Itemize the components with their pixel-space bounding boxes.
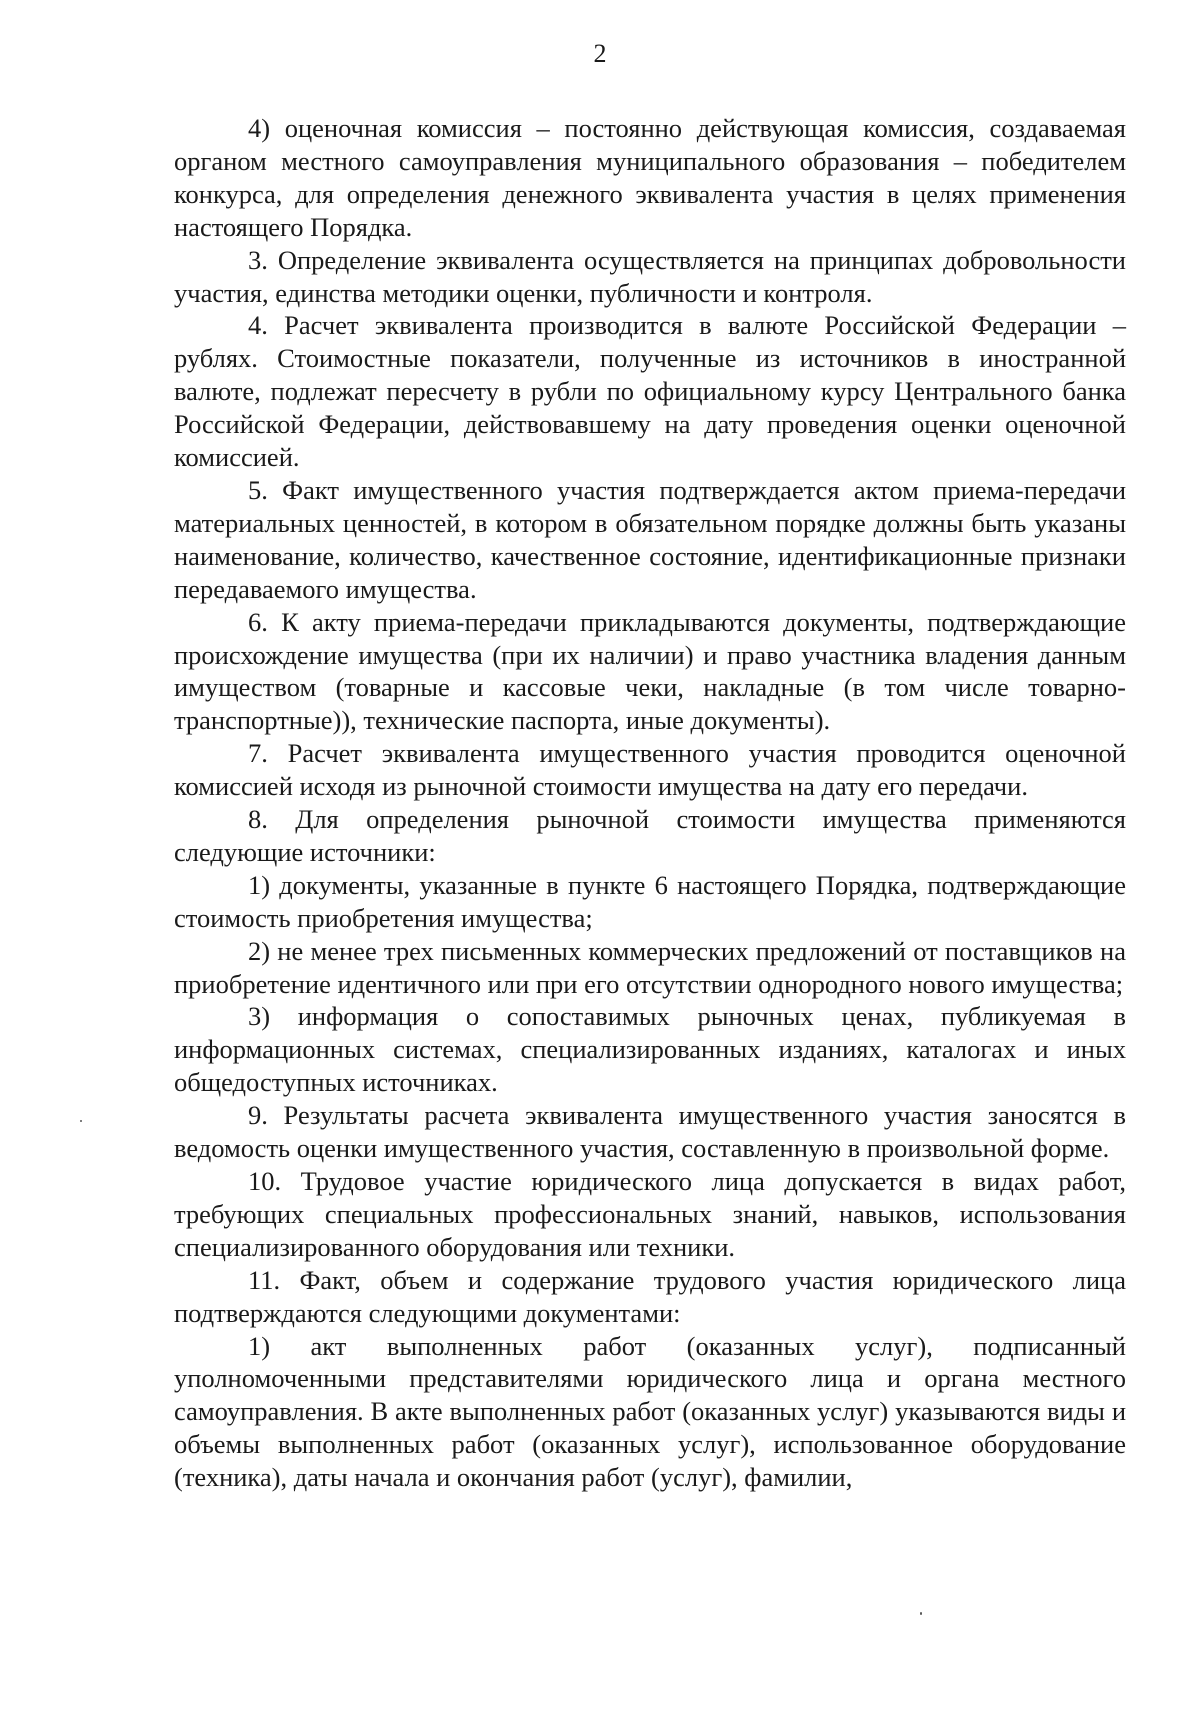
paragraph-3: 3. Определение эквивалента осуществляется на принципах добровольности участия, единства методики оценки, публичности и контроля. xyxy=(174,244,1126,308)
paragraph-8-item-3: 3) информация о сопоставимых рыночных ценах, публикуемая в информационных системах, специализированных изданиях, каталогах и иных общедоступных источниках. xyxy=(174,1001,1126,1098)
paragraph-11: 11. Факт, объем и содержание трудового участия юридического лица подтверждаются следующими документами: xyxy=(174,1264,1126,1328)
paragraph-10: 10. Трудовое участие юридического лица допускается в видах работ, требующих специальных профессиональных знаний, навыков, использования специализированного оборудования или техники. xyxy=(174,1166,1126,1262)
scan-speck xyxy=(920,1612,922,1615)
paragraph-8: 8. Для определения рыночной стоимости имущества применяются следующие источники: xyxy=(174,804,1126,867)
paragraph-11-item-1: 1) акт выполненных работ (оказанных услуг), подписанный уполномоченными представителями юридического лица и органа местного самоуправления. В акте выполненных работ (оказанных услуг) указываются виды и объемы выполненных работ (оказанных услуг), использованное оборудование (техника), даты начала и окончания работ (услуг), фамилии, xyxy=(174,1330,1126,1493)
paragraph-4: 4. Расчет эквивалента производится в валюте Российской Федерации – рублях. Стоимостные показатели, полученные из источников в иностранной валюте, подлежат пересчету в рубли по официальному курсу Центрального банка Российской Федерации, действовавшему на дату проведения оценки оценочной комиссией. xyxy=(174,310,1126,473)
paragraph-5: 5. Факт имущественного участия подтверждается актом приема-передачи материальных ценностей, в котором в обязательном порядке должны быть указаны наименование, количество, качественное состояние, идентификационные признаки передаваемого имущества. xyxy=(174,474,1126,604)
scan-speck xyxy=(80,1120,82,1122)
document-body xyxy=(174,112,1126,1494)
paragraph-9: 9. Результаты расчета эквивалента имущественного участия заносятся в ведомость оценки имущественного участия, составленную в произвольной форме. xyxy=(174,1100,1126,1164)
page-number: 2 xyxy=(593,39,607,68)
paragraph-8-item-1: 1) документы, указанные в пункте 6 настоящего Порядка, подтверждающие стоимость приобретения имущества; xyxy=(174,869,1126,933)
paragraph-6: 6. К акту приема-передачи прикладываются документы, подтверждающие происхождение имущества (при их наличии) и право участника владения данным имуществом (товарные и кассовые чеки, накладные (в том числе товарно-транспортные)), технические паспорта, иные документы). xyxy=(174,606,1126,736)
paragraph-item-4: 4) оценочная комиссия – постоянно действующая комиссия, создаваемая органом местного самоуправления муниципального образования – победителем конкурса, для определения денежного эквивалента участия в целях применения настоящего Порядка. xyxy=(174,113,1126,242)
paragraph-7: 7. Расчет эквивалента имущественного участия проводится оценочной комиссией исходя из рыночной стоимости имущества на дату его передачи. xyxy=(174,738,1126,802)
paragraph-8-item-2: 2) не менее трех письменных коммерческих предложений от поставщиков на приобретение идентичного или при его отсутствии однородного нового имущества; xyxy=(174,935,1126,999)
